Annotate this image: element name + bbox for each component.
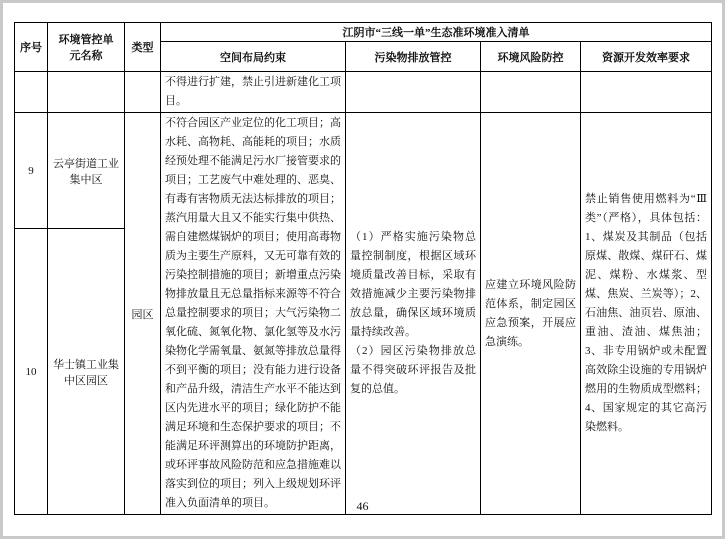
carryover-space-cell: 不得进行扩建，禁止引进新建化工项目。 — [161, 72, 346, 113]
carryover-pollutant-cell — [346, 72, 481, 113]
carryover-unit-cell — [48, 72, 125, 113]
header-col-index: 序号 — [15, 23, 48, 72]
table-title: 江阴市“三线一单”生态准环境准入清单 — [161, 23, 712, 42]
carryover-resource-cell — [581, 72, 712, 113]
page-number: 46 — [356, 499, 369, 513]
carryover-risk-cell — [481, 72, 581, 113]
header-row-title — [15, 23, 712, 42]
pollutant-paragraph-1: （1）严格实施污染物总量控制制度，根据区域环境质量改善目标，采取有效措施减少主要污染物排放总量，确保区域环境质量持续改善。 — [350, 231, 476, 338]
header-col-unit: 环境管控单元名称 — [48, 23, 125, 72]
merged-resource-cell: 禁止销售使用燃料为“Ⅲ类”（严格），具体包括：1、煤炭及其制品（包括原煤、散煤、煤矸石、煤泥、煤粉、水煤浆、型煤、焦炭、兰炭等）；2、石油焦、油页岩、原油、重油、渣油、煤焦油；3、非专用锅炉或未配置高效除尘设施的专用锅炉燃用的生物质成型燃料；4、国家规定的其它高污染燃料。 — [581, 113, 712, 515]
row-10-unit: 华士镇工业集中区园区 — [48, 229, 125, 515]
carryover-row — [15, 72, 712, 113]
header-col-type: 类型 — [125, 23, 161, 72]
header-col-risk: 环境风险防控 — [481, 42, 581, 72]
header-col-space: 空间布局约束 — [161, 42, 346, 72]
row-9-index: 9 — [15, 113, 48, 229]
carryover-type-cell — [125, 72, 161, 113]
admittance-list-table — [14, 22, 712, 515]
header-col-resource: 资源开发效率要求 — [581, 42, 712, 72]
row-9-unit: 云亭街道工业集中区 — [48, 113, 125, 229]
merged-space-cell: 不符合园区产业定位的化工项目；高水耗、高物耗、高能耗的项目；水质经预处理不能满足污水厂接管要求的项目；工艺废气中难处理的、恶臭、有毒有害物质无法达标排放的项目；蒸汽用量大且又不能实行集中供热、需自建燃煤锅炉的项目；使用高毒物质为主要生产原料，又无可靠有效的污染控制措施的项目；新增重点污染物排放量且无总量指标来源等不符合总量控制要求的项目；大气污染物二氧化硫、氮氧化物、氯化氢等及水污染物化学需氧量、氨氮等排放总量得不到平衡的项目；没有能力进行设备和产品升级，清洁生产水平不能达到区内先进水平的项目；绿化防护不能满足环境和生态保护要求的项目；不能满足环评测算出的环境防护距离，或环评事故风险防范和应急措施难以落实到位的项目；列入上级规划环评准入负面清单的项目。 — [161, 113, 346, 515]
merged-risk-cell: 应建立环境风险防范体系，制定园区应急预案，开展应急演练。 — [481, 113, 581, 515]
merged-type-cell: 园区 — [125, 113, 161, 515]
table-row-9 — [15, 113, 712, 229]
carryover-index-cell — [15, 72, 48, 113]
header-col-pollutant: 污染物排放管控 — [346, 42, 481, 72]
merged-pollutant-cell — [346, 113, 481, 515]
row-10-index: 10 — [15, 229, 48, 515]
pollutant-paragraph-2: （2）园区污染物排放总量不得突破环评报告及批复的总值。 — [350, 345, 476, 395]
